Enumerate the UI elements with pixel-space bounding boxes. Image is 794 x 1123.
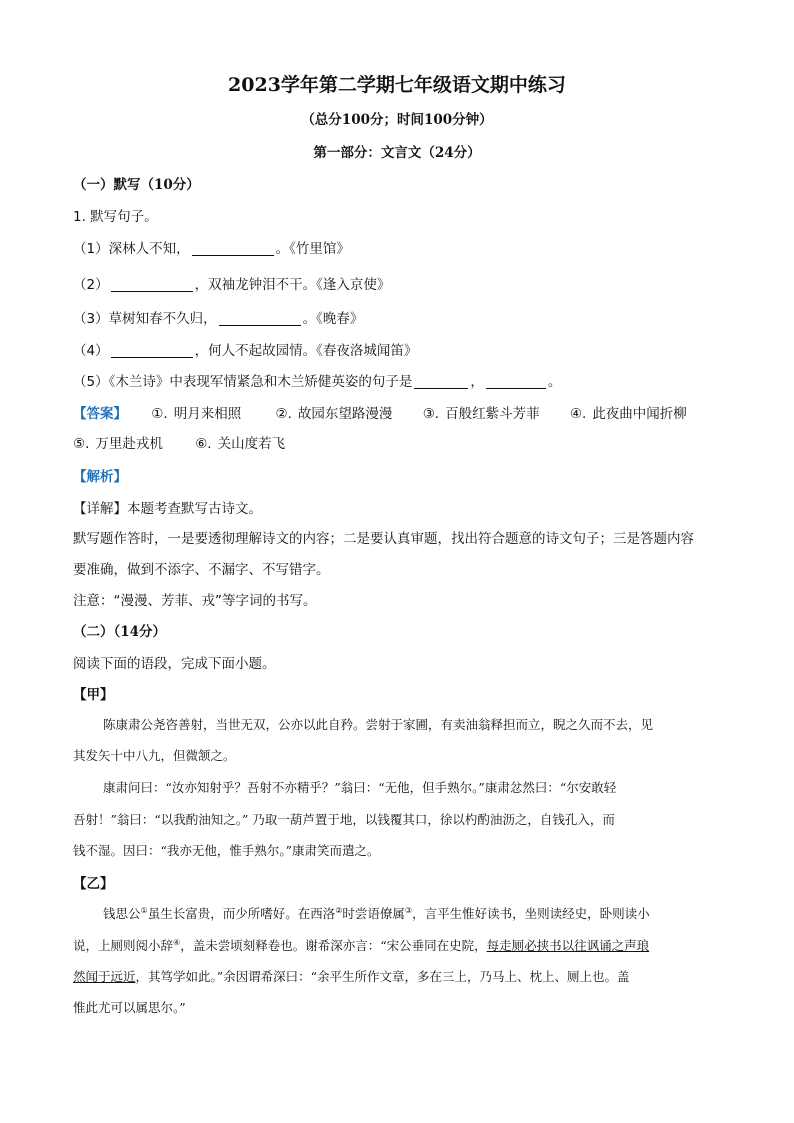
footnote-mark: ② xyxy=(335,905,343,915)
answer-tag: 【答案】 xyxy=(73,406,127,422)
answer-text: 万里赴戎机 xyxy=(95,436,163,452)
fill-item-2 xyxy=(73,273,390,293)
answer-item xyxy=(423,402,540,422)
footnote-mark: ① xyxy=(140,905,148,915)
passage-b-line xyxy=(73,967,630,985)
underlined-sentence: 每走厕必挟书以往讽诵之声琅 xyxy=(486,938,650,953)
section2-heading: （二）（14分） xyxy=(73,624,167,640)
underlined-sentence: 然闻于远近 xyxy=(73,969,136,984)
question-title: 1. 默写句子。 xyxy=(73,209,158,225)
answer-num: ④. xyxy=(569,406,587,422)
passage-a-label: 【甲】 xyxy=(73,687,114,703)
footnote-mark: ④ xyxy=(173,937,181,947)
answer-item xyxy=(195,432,285,452)
fill-item-text: （5）《木兰诗》中表现军情紧急和木兰矫健英姿的句子是 xyxy=(73,374,413,390)
analysis-paragraph-b: 要准确，做到不添字、不漏字、不写错字。 xyxy=(73,562,330,578)
passage-text: 时尝语僚属 xyxy=(342,906,405,921)
fill-item-4 xyxy=(73,339,417,359)
answer-num: ③. xyxy=(422,406,440,422)
fill-item-text: （3）草树知春不久归， xyxy=(73,311,217,327)
answer-text: 关山度若飞 xyxy=(217,436,286,452)
detail-line: 【详解】本题考查默写古诗文。 xyxy=(73,501,262,517)
passage-b-line: 惟此尤可以属思尔。” xyxy=(73,1000,186,1015)
page-title: 2023学年第二学期七年级语文期中练习 xyxy=(228,74,566,96)
answer-row-1 xyxy=(73,402,687,422)
section1-heading: （一）默写（10分） xyxy=(73,177,200,193)
fill-item-source: 。《竹里馆》 xyxy=(275,241,350,257)
answer-item xyxy=(73,432,163,452)
passage-text: 说，上厕则阅小辞 xyxy=(73,938,174,953)
passage-b-line xyxy=(103,904,650,922)
answer-item xyxy=(276,402,393,422)
note-line: 注意：“漫漫、芳菲、戎”等字词的书写。 xyxy=(73,593,317,609)
answer-item xyxy=(151,402,241,422)
answer-num: ①. xyxy=(151,406,168,422)
answer-text: 百般红紫斗芳菲 xyxy=(445,406,540,422)
answer-text: 此夜曲中闻折柳 xyxy=(592,406,687,422)
part-heading: 第一部分：文言文（24分） xyxy=(313,145,481,161)
passage-text: 虽生长富贵，而少所嗜好。在西洛 xyxy=(147,906,336,921)
answer-blank[interactable] xyxy=(192,241,274,256)
footnote-mark: ③ xyxy=(404,905,413,915)
answer-text: 明月来相照 xyxy=(173,406,242,422)
passage-b-label: 【乙】 xyxy=(73,876,114,892)
analysis-paragraph-a: 默写题作答时，一是要透彻理解诗文的内容；二是要认真审题，找出符合题意的诗文句子；三是答题内容 xyxy=(73,531,694,547)
passage-text: ，言平生惟好读书，坐则读经史，卧则读小 xyxy=(412,906,650,921)
fill-item-source: ，双袖龙钟泪不干。《逢入京使》 xyxy=(194,277,391,293)
passage-a-line: 其发矢十中八九，但微颔之。 xyxy=(73,748,236,763)
score-time-note: （总分100分；时间100分钟） xyxy=(301,112,493,128)
answer-num: ②. xyxy=(275,406,292,422)
fill-item-text: （4） xyxy=(73,343,109,359)
answer-row-2 xyxy=(73,432,285,452)
answer-text: 故园东望路漫漫 xyxy=(297,406,393,422)
passage-text: ，盖未尝顷刻释卷也。谢希深亦言：“宋公垂同在史院， xyxy=(180,938,487,953)
fill-item-sep: ， xyxy=(470,374,484,390)
answer-blank[interactable] xyxy=(111,277,193,292)
passage-a-line: 吾射！”翁曰：“以我酌油知之。” 乃取一葫芦置于地，以钱覆其口，徐以杓酌油沥之，自钱孔入，而 xyxy=(73,812,615,827)
analysis-tag: 【解析】 xyxy=(73,469,127,485)
answer-num: ⑤. xyxy=(73,436,90,452)
passage-a-line: 康肃问曰：“汝亦知射乎？吾射不亦精乎？”翁曰：“无他，但手熟尔。”康肃忿然曰：“尔安敢轻 xyxy=(103,780,617,795)
fill-item-end: 。 xyxy=(547,374,562,390)
fill-item-source: ，何人不起故园情。《春夜洛城闻笛》 xyxy=(194,343,418,359)
answer-blank[interactable] xyxy=(219,311,301,326)
fill-item-5 xyxy=(73,370,561,390)
passage-b-line xyxy=(73,936,649,954)
fill-item-3 xyxy=(73,307,363,327)
passage-text: ，其笃学如此。”余因谓希深曰：“余平生所作文章，多在三上，乃马上、枕上、厕上也。盖 xyxy=(135,969,630,984)
fill-item-1 xyxy=(73,237,350,257)
fill-item-text: （2） xyxy=(73,277,109,293)
passage-a-line: 陈康肃公尧咨善射，当世无双，公亦以此自矜。尝射于家圃，有卖油翁释担而立，睨之久而不去，见 xyxy=(103,717,654,732)
answer-item xyxy=(570,402,687,422)
answer-num: ⑥. xyxy=(195,436,212,452)
passage-text: 钱思公 xyxy=(103,906,141,921)
answer-blank[interactable] xyxy=(414,374,468,389)
answer-blank[interactable] xyxy=(486,374,546,389)
fill-item-text: （1）深林人不知， xyxy=(73,241,190,257)
passage-a-line: 钱不湿。因曰：“我亦无他，惟手熟尔。”康肃笑而遣之。 xyxy=(73,843,380,858)
fill-item-source: 。《晚春》 xyxy=(302,311,364,327)
reading-intro: 阅读下面的语段，完成下面小题。 xyxy=(73,656,276,672)
answer-blank[interactable] xyxy=(111,343,193,358)
